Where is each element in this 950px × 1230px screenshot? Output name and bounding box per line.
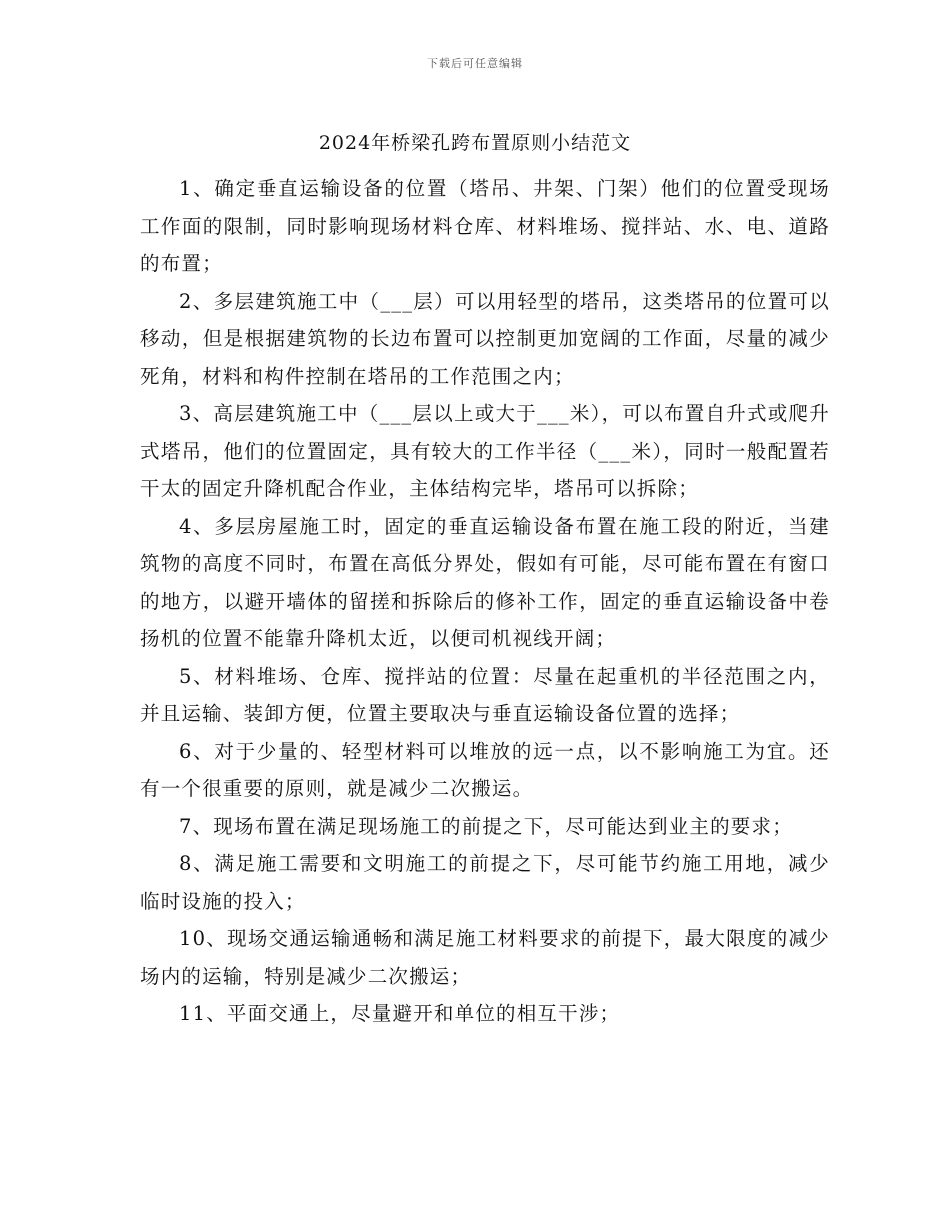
paragraph-6: 6、对于少量的、轻型材料可以堆放的远一点，以不影响施工为宜。还有一个很重要的原则，就是减少二次搬运。 — [140, 739, 830, 800]
paragraph-3: 3、高层建筑施工中（___层以上或大于___米），可以布置自升式或爬升式塔吊，他们的位置固定，具有较大的工作半径（___米），同时一般配置若干太的固定升降机配合作业，主体结构完毕，塔吊可以拆除； — [140, 402, 830, 500]
paragraph-2: 2、多层建筑施工中（___层）可以用轻型的塔吊，这类塔吊的位置可以移动，但是根据建筑物的长边布置可以控制更加宽阔的工作面，尽量的减少死角，材料和构件控制在塔吊的工作范围之内； — [140, 289, 830, 388]
paragraph-5: 5、材料堆场、仓库、搅拌站的位置：尽量在起重机的半径范围之内，并且运输、装卸方便，位置主要取决与垂直运输设备位置的选择； — [140, 664, 830, 725]
header-note: 下载后可任意编辑 — [427, 57, 523, 70]
paragraph-8: 8、满足施工需要和文明施工的前提之下，尽可能节约施工用地，减少临时设施的投入； — [140, 852, 830, 913]
paragraph-11: 11、平面交通上，尽量避开和单位的相互干涉； — [179, 1002, 621, 1025]
document-body — [140, 170, 830, 1033]
document-title: 2024年桥梁孔跨布置原则小结范文 — [318, 132, 632, 154]
paragraph-7: 7、现场布置在满足现场施工的前提之下，尽可能达到业主的要求； — [179, 814, 793, 838]
paragraph-1: 1、确定垂直运输设备的位置（塔吊、井架、门架）他们的位置受现场工作面的限制，同时影响现场材料仓库、材料堆场、搅拌站、水、电、道路的布置； — [140, 177, 830, 275]
paragraph-10: 10、现场交通运输通畅和满足施工材料要求的前提下，最大限度的减少场内的运输，特别是减少二次搬运； — [140, 927, 830, 988]
paragraph-4: 4、多层房屋施工时，固定的垂直运输设备布置在施工段的附近，当建筑物的高度不同时，布置在高低分界处，假如有可能，尽可能布置在有窗口的地方，以避开墙体的留搓和拆除后的修补工作，固定的垂直运输设备中卷扬机的位置不能靠升降机太近，以便司机视线开阔； — [140, 514, 830, 650]
